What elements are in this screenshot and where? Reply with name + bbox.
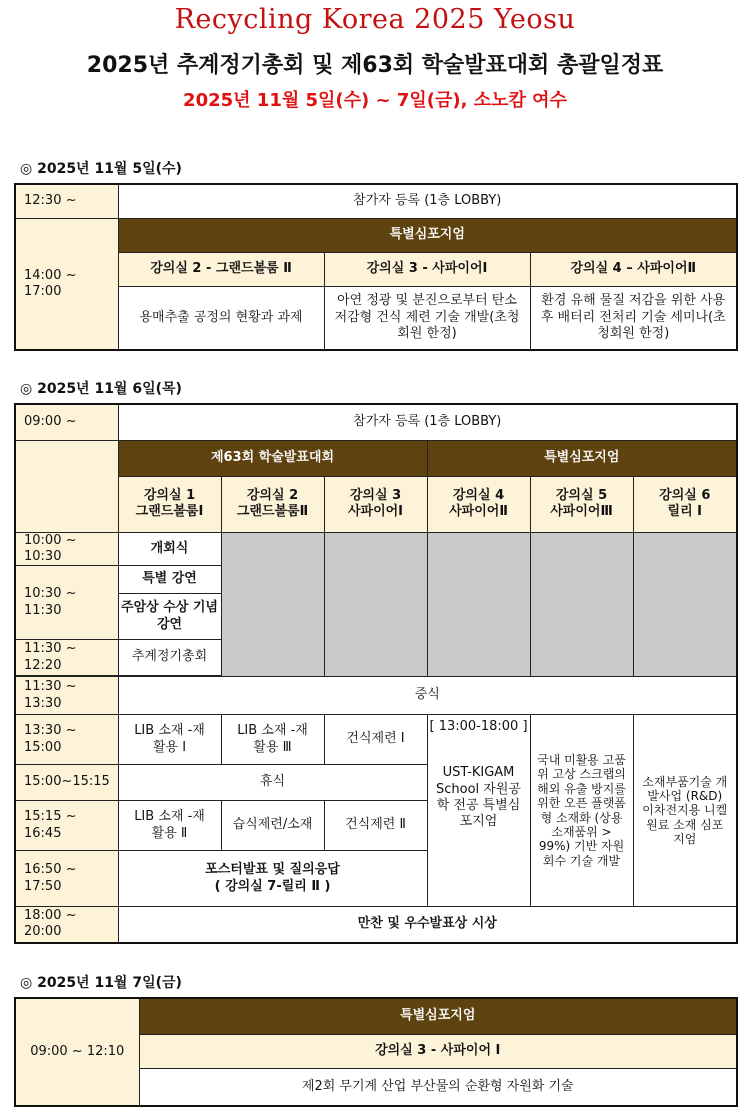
day1-room-3: 강의실 3 - 사파이어Ⅰ bbox=[324, 252, 530, 286]
day2-poster: 포스터발표 및 질의응답 ( 강의실 7-릴리 Ⅱ ) bbox=[118, 851, 427, 907]
day1-time-symposium: 14:00 ~ 17:00 bbox=[15, 218, 118, 350]
day2-time-blank bbox=[15, 440, 118, 532]
day1-registration: 참가자 등록 (1층 LOBBY) bbox=[118, 184, 737, 218]
day1-label: ◎ 2025년 11월 5일(수) bbox=[20, 161, 182, 177]
day1-room-2: 강의실 2 - 그랜드볼룸 Ⅱ bbox=[118, 252, 324, 286]
day2-wet: 습식제련/소재 bbox=[221, 801, 324, 851]
day3-symposium-header: 특별심포지엄 bbox=[139, 998, 737, 1034]
day2-gray-room6 bbox=[633, 532, 737, 677]
day2-special-lecture: 특별 강연 bbox=[118, 566, 221, 594]
day2-banquet: 만찬 및 우수발표상 시상 bbox=[118, 907, 737, 943]
day2-lib2: LIB 소재 -재활용 Ⅱ bbox=[118, 801, 221, 851]
day2-time-lectures: 10:30 ~ 11:30 bbox=[15, 566, 118, 640]
day1-session-room2: 용매추출 공정의 현황과 과제 bbox=[118, 286, 324, 350]
day2-break: 휴식 bbox=[118, 765, 427, 801]
day2-dry1: 건식제련 Ⅰ bbox=[324, 715, 427, 765]
day2-conference-header: 제63회 학술발표대회 bbox=[118, 440, 427, 476]
day2-time-session1: 13:30 ~ 15:00 bbox=[15, 715, 118, 765]
day2-room-6: 강의실 6 릴리 Ⅰ bbox=[633, 476, 737, 532]
event-dates: 2025년 11월 5일(수) ~ 7일(금), 소노캄 여수 bbox=[183, 90, 567, 111]
day3-schedule-table bbox=[14, 997, 738, 1107]
day2-time-general-meeting: 11:30 ~ 12:20 bbox=[15, 640, 118, 676]
day2-schedule-table bbox=[14, 403, 738, 944]
day3-room: 강의실 3 - 사파이어 Ⅰ bbox=[139, 1034, 737, 1068]
day1-schedule-table bbox=[14, 183, 738, 351]
day2-room6-session: 소재부품기술 개발사업 (R&D) 이차전지용 니켈 원료 소재 심포지엄 bbox=[633, 715, 737, 907]
day1-time-registration: 12:30 ~ bbox=[15, 184, 118, 218]
day2-gray-room4 bbox=[427, 532, 530, 677]
day2-dry2: 건식제련 Ⅱ bbox=[324, 801, 427, 851]
day3-session: 제2회 무기계 산업 부산물의 순환형 자원화 기술 bbox=[139, 1068, 737, 1106]
day2-room-4: 강의실 4 사파이어Ⅱ bbox=[427, 476, 530, 532]
day1-session-room3: 아연 정광 및 분진으로부터 탄소 저감형 건식 제련 기술 개발(초청회원 한정) bbox=[324, 286, 530, 350]
day2-time-session2: 15:15 ~ 16:45 bbox=[15, 801, 118, 851]
day2-room-1: 강의실 1 그랜드볼룸Ⅰ bbox=[118, 476, 221, 532]
day2-gray-room2 bbox=[221, 532, 324, 677]
korean-title: 2025년 추계정기총회 및 제63회 학술발표대회 총괄일정표 bbox=[86, 53, 664, 78]
day2-symposium-header: 특별심포지엄 bbox=[427, 440, 737, 476]
day3-label: ◎ 2025년 11월 7일(금) bbox=[20, 975, 182, 991]
day2-registration: 참가자 등록 (1층 LOBBY) bbox=[118, 404, 737, 440]
day2-lunch: 중식 bbox=[118, 677, 737, 715]
day2-ust-title: UST-KIGAM School 자원공학 전공 특별심포지엄 bbox=[436, 765, 521, 829]
day2-room5-session: 국내 미활용 고품위 고상 스크랩의 해외 유출 방지를 위한 오픈 플랫폼형 소재화 (상용소재품위 > 99%) 기반 자원회수 기술 개발 bbox=[530, 715, 633, 907]
day2-gray-room5 bbox=[530, 532, 633, 677]
day2-time-break: 15:00~15:15 bbox=[15, 765, 118, 801]
day2-time-banquet: 18:00 ~ 20:00 bbox=[15, 907, 118, 943]
day1-symposium-header: 특별심포지엄 bbox=[118, 218, 737, 252]
day2-general-meeting: 추계정기총회 bbox=[118, 640, 221, 676]
day2-time-poster: 16:50 ~ 17:50 bbox=[15, 851, 118, 907]
day1-session-room4: 환경 유해 물질 저감을 위한 사용 후 배터리 전처리 기술 세미나(초청회원 한정) bbox=[530, 286, 737, 350]
day2-room-3: 강의실 3 사파이어Ⅰ bbox=[324, 476, 427, 532]
day2-lib3: LIB 소재 -재활용 Ⅲ bbox=[221, 715, 324, 765]
day2-ust-symposium bbox=[427, 715, 530, 907]
day2-lib1: LIB 소재 -재활용 Ⅰ bbox=[118, 715, 221, 765]
day2-label: ◎ 2025년 11월 6일(목) bbox=[20, 381, 182, 397]
day2-time-registration: 09:00 ~ bbox=[15, 404, 118, 440]
day2-award-lecture: 주암상 수상 기념강연 bbox=[118, 594, 221, 640]
day2-gray-room3 bbox=[324, 532, 427, 677]
day1-room-4: 강의실 4 – 사파이어Ⅱ bbox=[530, 252, 737, 286]
day2-room-5: 강의실 5 사파이어Ⅲ bbox=[530, 476, 633, 532]
day2-opening: 개회식 bbox=[118, 532, 221, 566]
day2-time-lunch: 11:30 ~ 13:30 bbox=[15, 677, 118, 715]
english-title: Recycling Korea 2025 Yeosu bbox=[174, 4, 576, 35]
day2-room-2: 강의실 2 그랜드볼룸Ⅱ bbox=[221, 476, 324, 532]
day2-time-opening: 10:00 ~ 10:30 bbox=[15, 532, 118, 566]
day2-ust-time: [ 13:00-18:00 ] bbox=[429, 719, 528, 734]
day3-time: 09:00 ~ 12:10 bbox=[15, 998, 139, 1106]
